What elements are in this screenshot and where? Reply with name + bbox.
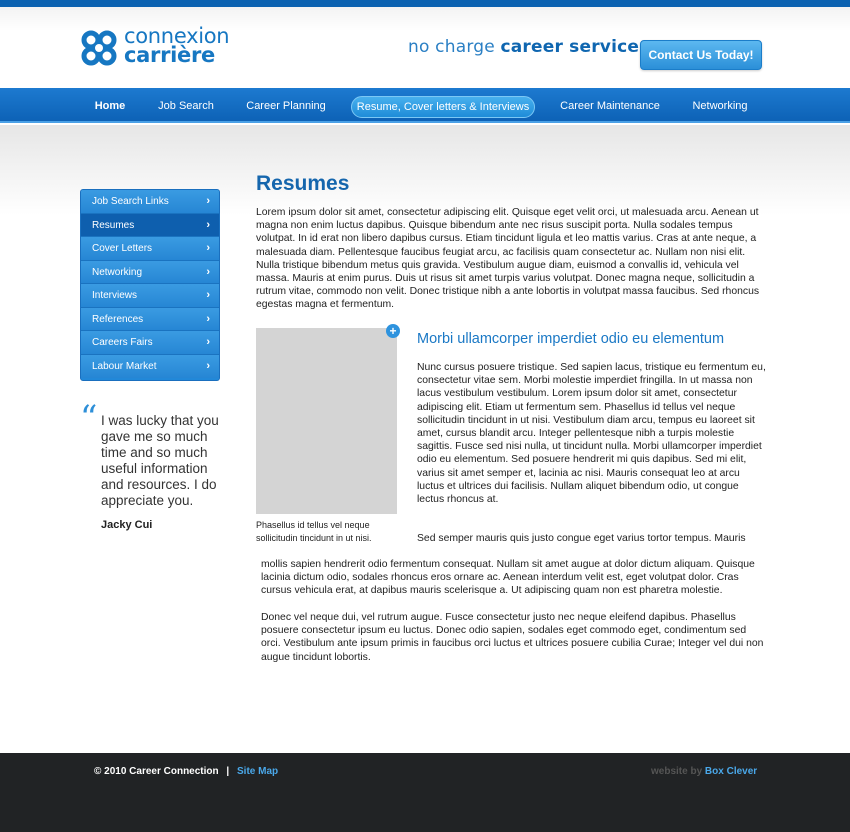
sidebar-item-label: References (92, 313, 144, 325)
footer-separator: | (226, 766, 230, 777)
chevron-right-icon: › (206, 289, 210, 301)
chevron-right-icon: › (206, 195, 210, 207)
site-logo[interactable] (80, 24, 240, 69)
credit-prefix: website by (651, 766, 703, 777)
sidebar-item-label: Labour Market (92, 360, 157, 372)
sidebar-item-job-search-links[interactable] (81, 190, 219, 214)
nav-item-home[interactable]: Home (94, 100, 126, 112)
body-paragraph-3-rest: mollis sapien hendrerit odio fermentum consequat. Nullam sit amet augue at dolor dictum aliquam. Quisque lacinia dictum odio, sodales rhoncus eros ornare ac. Aenean interdum velit est, eget volutpat dolor. Cras cursus vehicula erat, at dapibus mauris scelerisque a. Ut adipiscing quam non est pharetra molestie. (261, 559, 755, 597)
nav-item-career-planning[interactable]: Career Planning (246, 100, 326, 112)
testimonial-quote: I was lucky that you gave me so much time and so much useful information and resources. I do appreciate you. (101, 413, 219, 508)
sidebar-item-labour-market[interactable] (81, 355, 219, 379)
sidebar-item-label: Cover Letters (92, 243, 153, 254)
sidebar-item-references[interactable] (81, 308, 219, 332)
quote-mark-icon: “ (80, 398, 98, 438)
sidebar-item-label: Job Search Links (92, 196, 169, 207)
sidebar-item-networking[interactable] (81, 261, 219, 285)
image-placeholder (256, 328, 397, 514)
body-paragraph-4: Donec vel neque dui, vel rutrum augue. Fusce consectetur justo nec neque eleifend dapibus. Phasellus posuere consectetur ipsum eu luctus. Donec odio sapien, sodales eget commodo eget, condimentum sed orci. Vestibulum ante ipsum primis in faucibus orci luctus et ultrices posuere cubilia Curae; Integer vel dui non augue tincidunt lobortis. (261, 612, 764, 663)
page-title: Resumes (256, 172, 350, 195)
logo-wordmark (124, 24, 230, 67)
nav-item-resume-cover-letters-interviews[interactable]: Resume, Cover letters & Interviews (351, 96, 535, 118)
intro-paragraph: Lorem ipsum dolor sit amet, consectetur adipiscing elit. Quisque eget velit orci, ut malesuada arcu. Aenean ut magna non enim luctus dapibus. Quisque bibendum ante nec risus suscipit porta. Nulla sodales tempus volutpat. In id erat non libero dapibus cursus. Etiam tincidunt ligula et leo mattis varius. Cras at ante neque, a malesuada diam. Pellentesque faucibus feugiat arcu, ac facilisis quam consectetur ac. Nullam non nisi elit. Nulla tristique bibendum metus quis gravida. Vestibulum augue diam, euismod a convallis id, vehicula vel massa. Mauris at enim purus. Duis ut risus sit amet turpis varius volutpat. Donec magna neque, sollicitudin a rutrum vitae, commodo non velit. Donec tristique nibh a ante lobortis in volutpat massa faucibus. Sed rhoncus egestas magna et fermentum. (256, 207, 760, 311)
logo-line-1: connexion (124, 24, 230, 48)
sidebar-item-cover-letters[interactable] (81, 237, 219, 261)
sitemap-link[interactable]: Site Map (237, 766, 279, 777)
footer-credit (651, 766, 757, 777)
sidebar-item-interviews[interactable] (81, 284, 219, 308)
credit-brand-link[interactable]: Box Clever (704, 766, 758, 777)
expand-plus-icon[interactable]: + (386, 324, 400, 338)
tagline-prefix: no charge (408, 37, 495, 57)
chevron-right-icon: › (206, 265, 210, 278)
body-paragraph-2: Nunc cursus posuere tristique. Sed sapien lacus, tristique eu fermentum eu, consectetur vitae sem. Morbi molestie imperdiet fringilla. In ut massa non lacus vestibulum vestibulum. Lorem ipsum dolor sit amet, consectetur adipiscing elit. Etiam ut fermentum sem. Phasellus id tellus vel neque sollicitudin tincidunt in ut nisi. Vestibulum diam arcu, tempus eu laoreet sit amet, cursus blandit arcu. Integer pellentesque nibh a turpis molestie sagittis. Fusce sed nisi nulla, ut tincidunt nulla. Morbi ullamcorper imperdiet odio eu elementum. Sed posuere hendrerit mi quis dapibus. Sed mi elit, varius sit amet semper et, lacinia ac nisi. Mauris consequat leo at arcu luctus et ultrices dui facilisis. Nullam aliquet bibendum odio, ut congue lectus rhoncus at. (417, 362, 766, 506)
top-accent-strip (0, 0, 850, 7)
chevron-right-icon: › (206, 218, 210, 231)
sidebar-item-label: Careers Fairs (92, 337, 153, 348)
contact-us-button[interactable]: Contact Us Today! (640, 40, 762, 70)
sidebar-item-label: Resumes (92, 219, 135, 231)
site-header (0, 7, 850, 88)
footer-left (94, 766, 278, 777)
site-footer (0, 753, 850, 832)
logo-line-2: carrière (124, 43, 215, 67)
nav-item-networking[interactable]: Networking (692, 100, 748, 112)
tagline-bold: career service (500, 37, 640, 57)
sidebar-item-label: Interviews (92, 290, 138, 301)
sidebar-item-careers-fairs[interactable] (81, 331, 219, 355)
main-nav (0, 88, 850, 123)
tagline (408, 37, 639, 57)
section-subheading: Morbi ullamcorper imperdiet odio eu elementum (417, 331, 725, 347)
nav-item-job-search[interactable]: Job Search (158, 100, 214, 112)
chevron-right-icon: › (206, 359, 210, 372)
chevron-right-icon: › (206, 242, 210, 254)
chevron-right-icon: › (206, 336, 210, 348)
logo-knot-icon (80, 29, 118, 67)
nav-item-career-maintenance[interactable]: Career Maintenance (560, 100, 660, 112)
sidebar-item-label: Networking (92, 266, 143, 278)
sidebar-menu (80, 189, 220, 381)
copyright-text: © 2010 Career Connection (94, 766, 219, 777)
chevron-right-icon: › (206, 312, 210, 325)
image-caption: Phasellus id tellus vel neque sollicitudin tincidunt in ut nisi. (256, 520, 372, 543)
sidebar-item-resumes[interactable] (81, 214, 219, 238)
testimonial-author: Jacky Cui (101, 519, 153, 531)
body-paragraph-3-start: Sed semper mauris quis justo congue eget varius tortor tempus. Mauris (417, 533, 746, 544)
